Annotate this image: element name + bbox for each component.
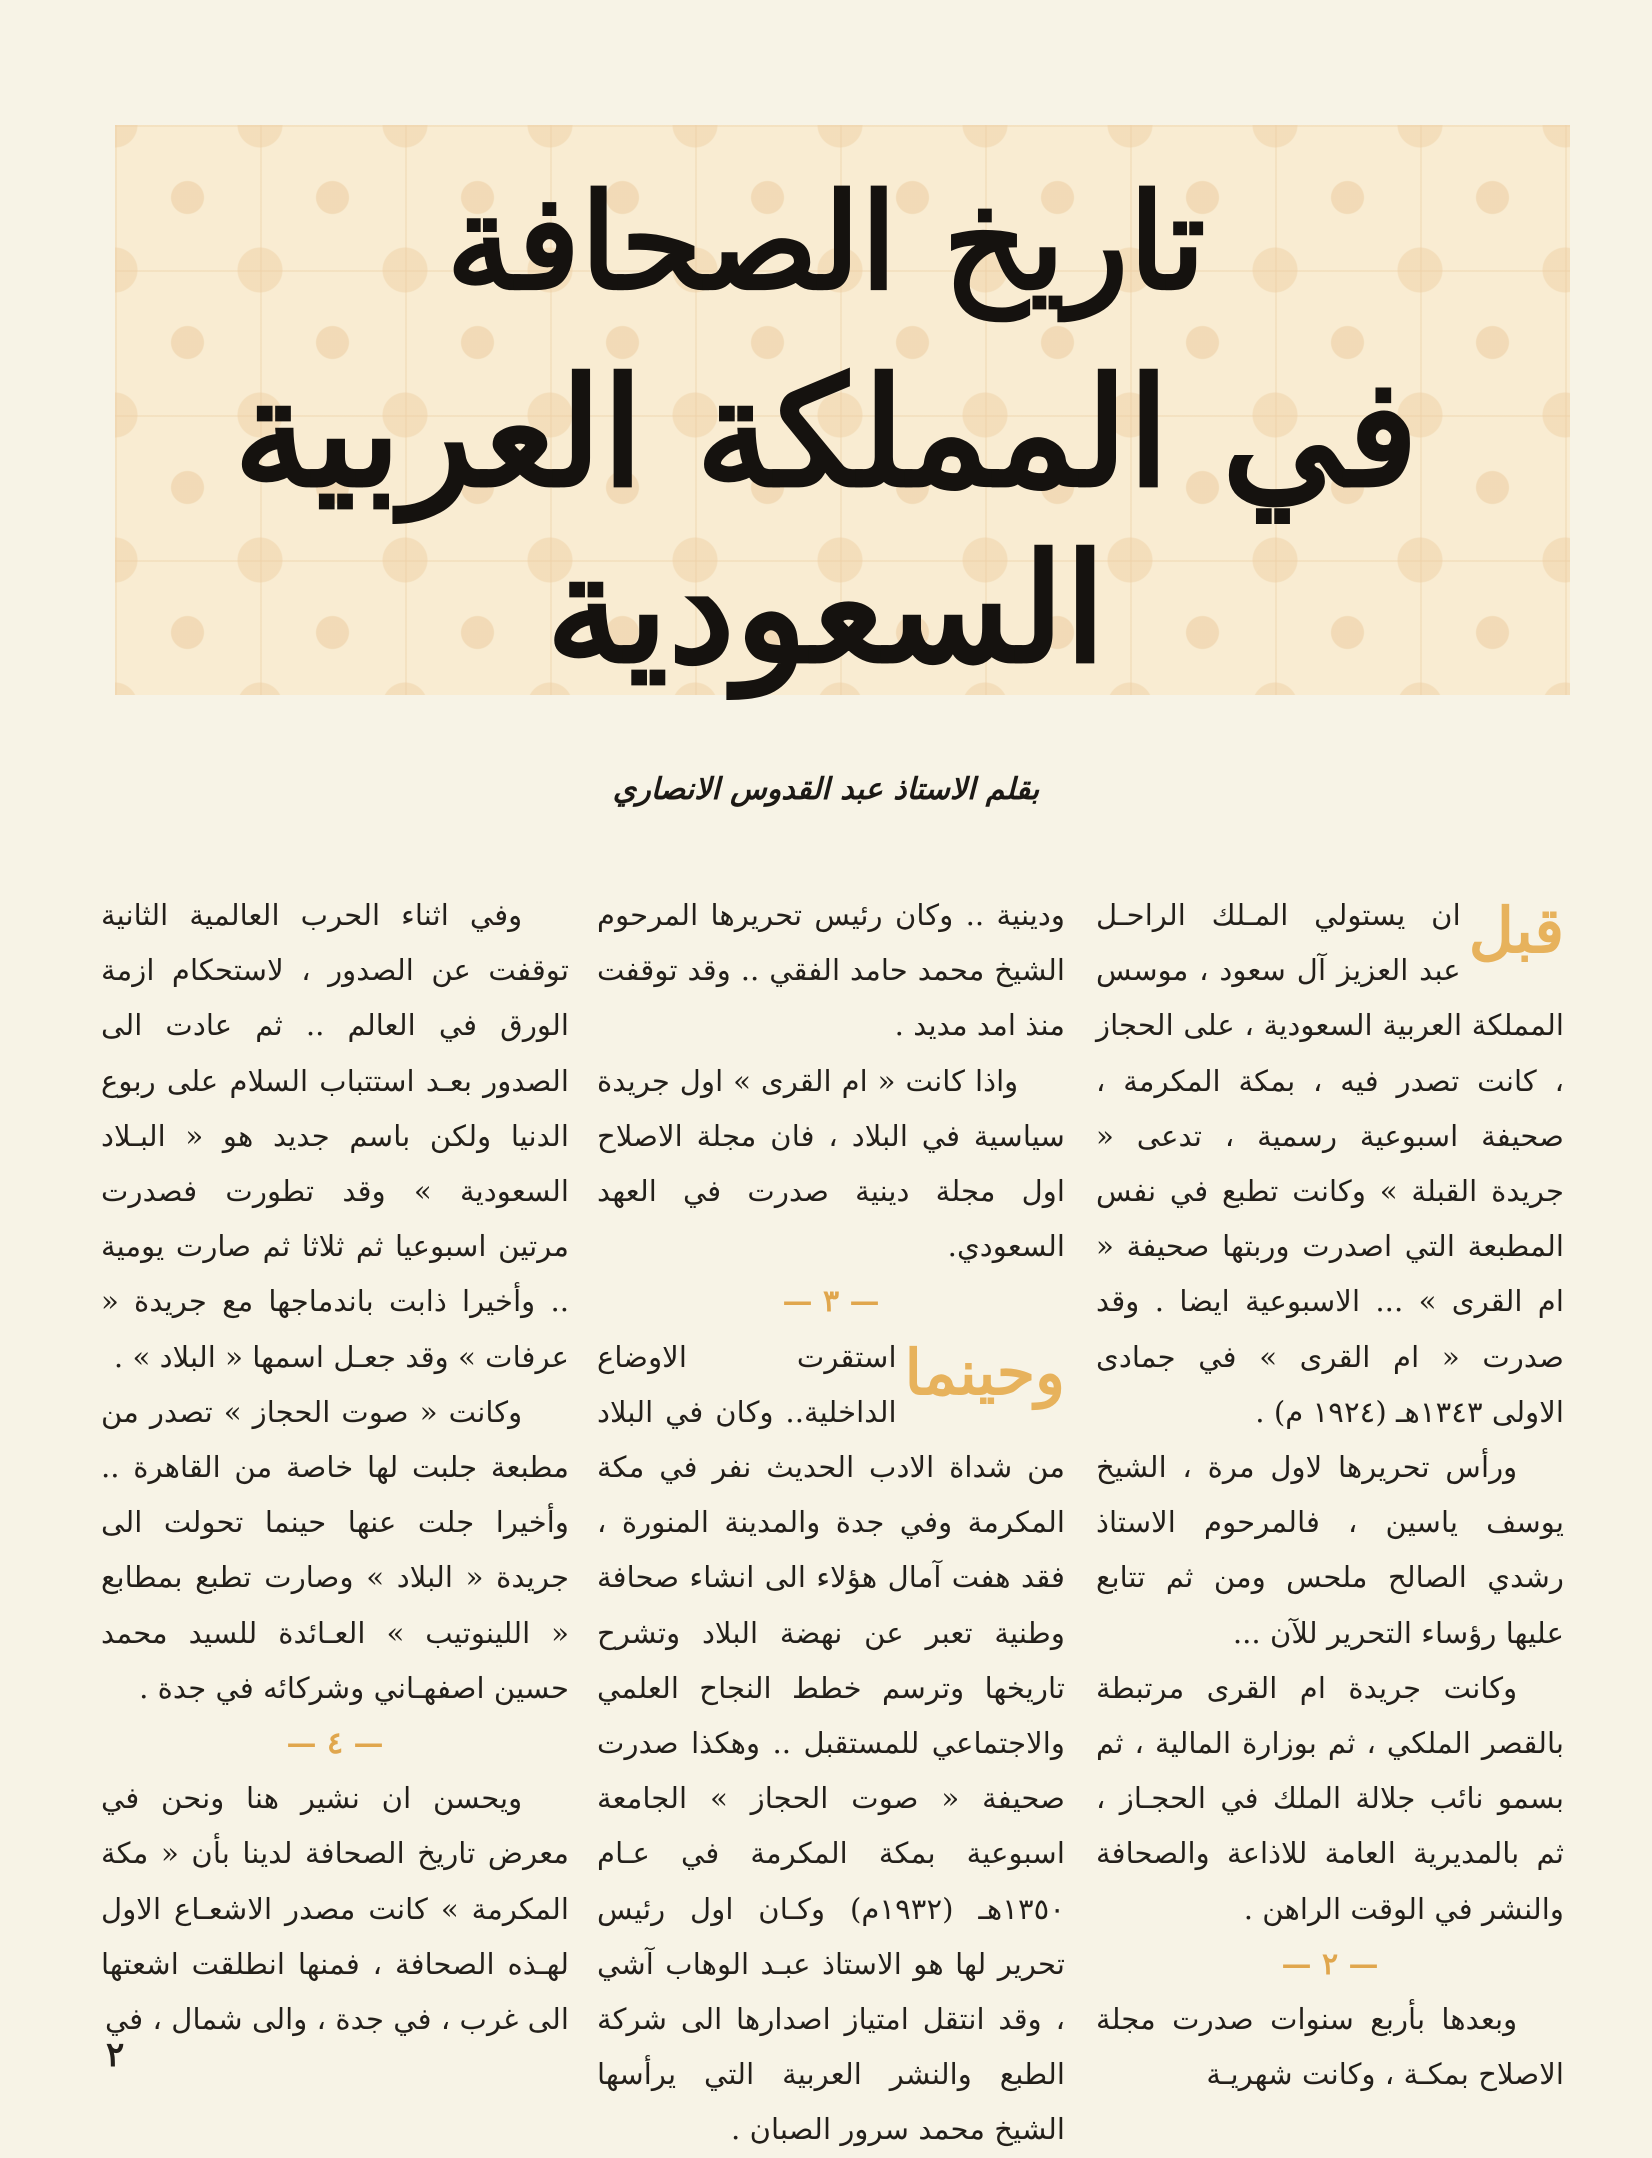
column-middle <box>597 888 1065 2158</box>
paragraph: ورأس تحريرها لاول مرة ، الشيخ يوسف ياسين ، فالمرحوم الاستاذ رشدي الصالح ملحس ومن ثم تتابع عليها رؤساء التحرير للآن ... <box>1096 1450 1564 1650</box>
section-separator: — ٢ — <box>1281 1946 1379 1982</box>
paragraph <box>1096 888 1564 1440</box>
dropcap: وحينما <box>904 1335 1065 1409</box>
article-title-line-2: في المملكة العربية السعودية <box>233 345 1419 697</box>
dropcap: قبل <box>1468 894 1564 967</box>
section-separator: — ٣ — <box>782 1284 880 1320</box>
byline: بقلم الاستاذ عبد القدوس الانصاري <box>612 772 1040 807</box>
article-title-line-1: تاريخ الصحافة <box>446 165 1206 320</box>
paragraph: وكانت « صوت الحجاز » تصدر من مطبعة جلبت لها خاصة من القاهرة .. وأخيرا جلت عنها حينما تحولت الى جريدة « البلاد » وصارت تطبع بمطابع « اللينوتيب » العـائدة للسيد محمد حسين اصفهـاني وشركائه في جدة . <box>101 1394 569 1705</box>
paragraph-text: استقرت الاوضاع الداخلية.. وكان في البلاد من شداة الادب الحديث نفر في مكة المكرمة وفي جدة والمدينة المنورة ، فقد هفت آمال هؤلاء الى انشاء صحافة وطنية تعبر عن نهضة البلاد وتشرح تاريخها وترسم خطط النجاح العلمي والاجتماعي للمستقبل .. وهكذا صدرت صحيفة « صوت الحجاز » الجامعة اسبوعية بمكة المكرمة في عـام ١٣٥٠هـ (١٩٣٢م) وكـان اول رئيس تحرير لها هو الاستاذ عبـد الوهاب آشي ، وقد انتقل امتياز اصدارها الى شركة الطبع والنشر العربية التي يرأسها الشيخ محمد سرور الصبان . <box>597 1339 1066 2147</box>
paragraph <box>597 1330 1065 2158</box>
column-left <box>101 888 569 2047</box>
paragraph: وبعدها بأربع سنوات صدرت مجلة الاصلاح بمكـة ، وكانت شهريـة <box>1096 2002 1564 2092</box>
page-number: ٢ <box>106 2035 125 2075</box>
section-separator: — ٤ — <box>286 1726 384 1762</box>
paragraph: وكانت جريدة ام القرى مرتبطة بالقصر الملكي ، ثم بوزارة المالية ، ثم بسمو نائب جلالة الملك في الحجـاز ، ثم بالمديرية العامة للاذاعة والصحافة والنشر في الوقت الراهن . <box>1096 1670 1564 1926</box>
paragraph: ودينية .. وكان رئيس تحريرها المرحوم الشيخ محمد حامد الفقي .. وقد توقفت منذ امد مديد . <box>597 898 1065 1043</box>
paragraph: وفي اثناء الحرب العالمية الثانية توقفت عن الصدور ، لاستحكام ازمة الورق في العالم .. ثم عادت الى الصدور بعـد استتباب السلام على ربوع الدنيا ولكن باسم جديد هو « البـلاد السعودية » وقد تطورت فصدرت مرتين اسبوعيا ثم ثلاثا ثم صارت يومية .. وأخيرا ذابت باندماجها مع جريدة « عرفات » وقد جعـل اسمها « البلاد » . <box>101 898 569 1374</box>
paragraph-text: ان يستولي المـلك الراحـل عبد العزيز آل سعود ، موسس المملكة العربية السعودية ، على الحجاز ، كانت تصدر فيه ، بمكة المكرمة ، صحيفة اسبوعية رسمية ، تدعى « جريدة القبلة » وكانت تطبع في نفس المطبعة التي اصدرت وربتها صحيفة « ام القرى » ... الاسبوعية ايضا . وقد صدرت « ام القرى » في جمادى الاولى ١٣٤٣هـ (١٩٢٤ م) . <box>1096 898 1564 1429</box>
paragraph: واذا كانت « ام القرى » اول جريدة سياسية في البلاد ، فان مجلة الاصلاح اول مجلة دينية صدرت في العهد السعودي. <box>597 1063 1065 1264</box>
column-right <box>1096 888 1564 2102</box>
paragraph: ويحسن ان نشير هنا ونحن في معرض تاريخ الصحافة لدينا بأن « مكة المكرمة » كانت مصدر الاشعـاع الاول لهـذه الصحافة ، فمنها انطلقت اشعتها الى غرب ، في جدة ، والى شمال ، في <box>101 1781 569 2037</box>
